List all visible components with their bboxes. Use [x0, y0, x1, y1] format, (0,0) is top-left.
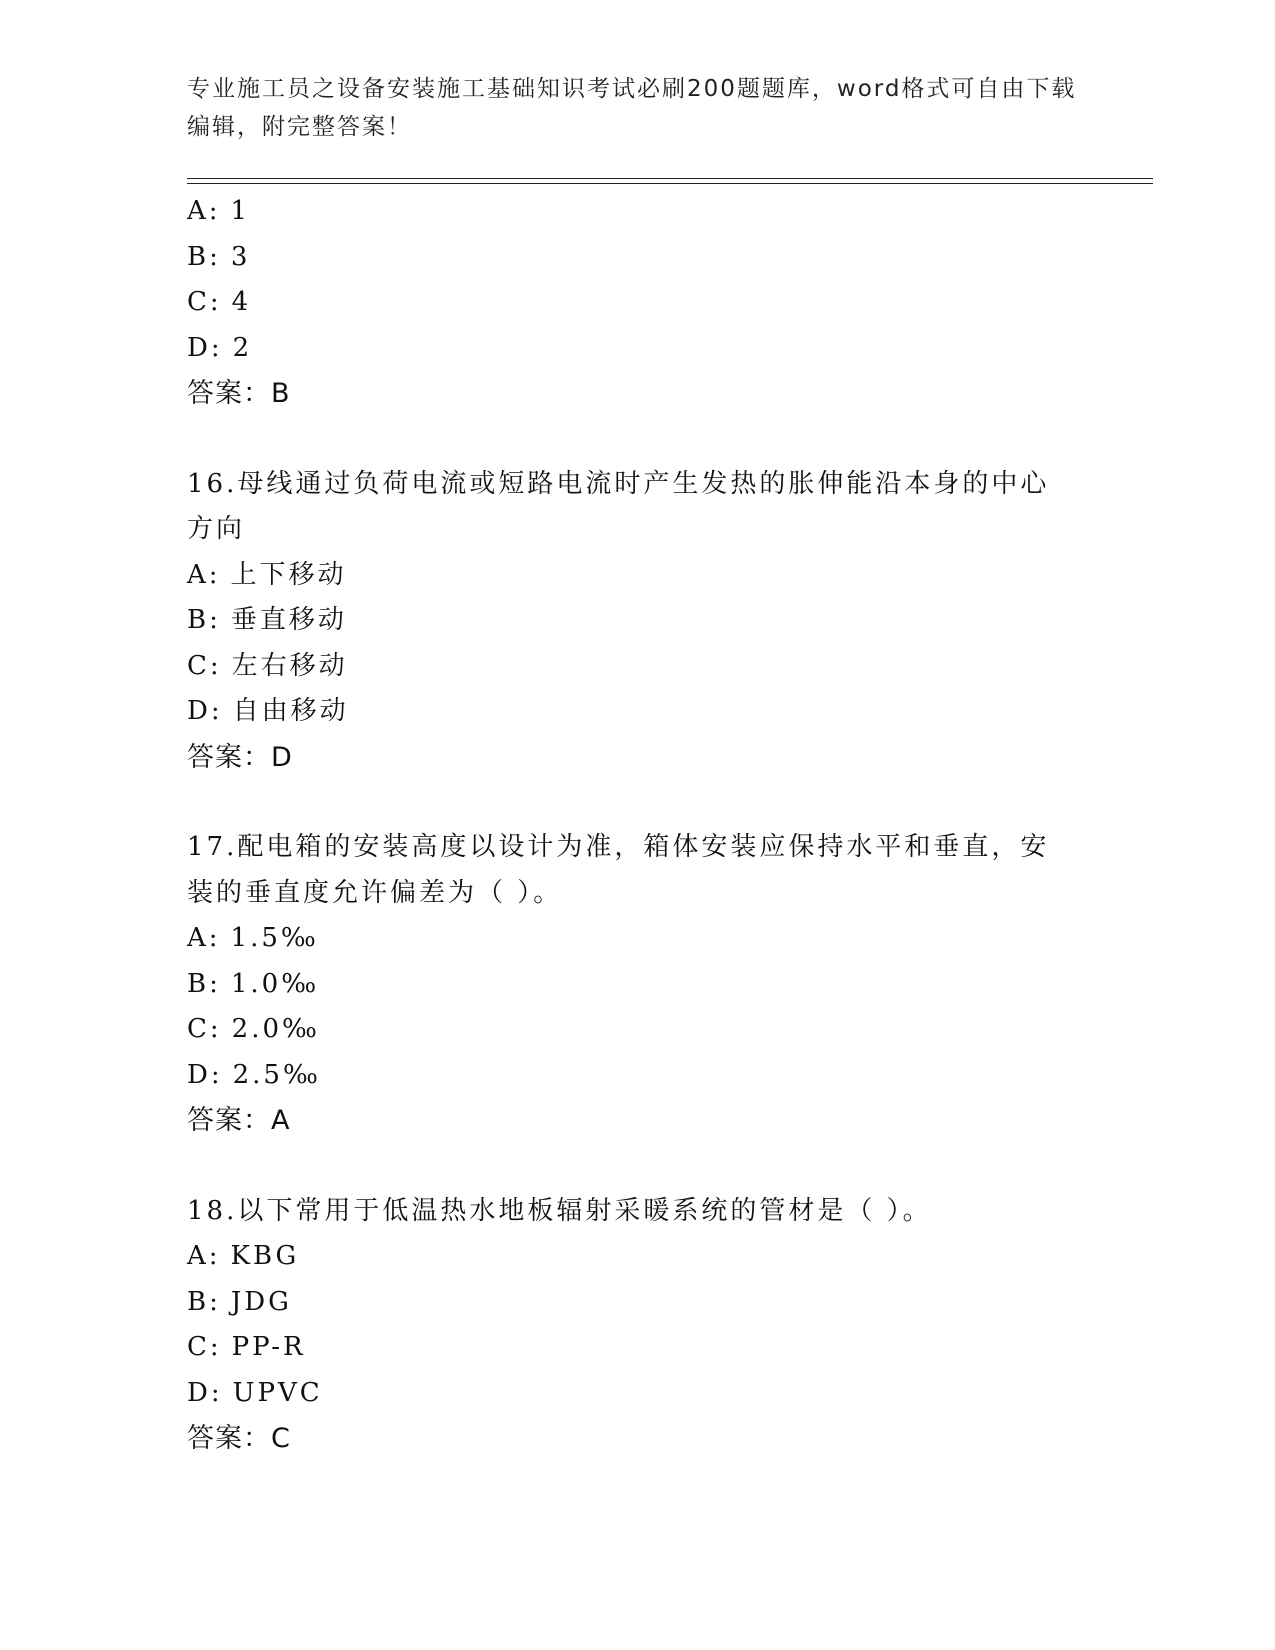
header-divider-top: [187, 178, 1153, 179]
option-c: [187, 1325, 1087, 1371]
option-letter: C: [187, 1332, 210, 1362]
option-letter: A: [187, 559, 209, 590]
question-stem: 17.配电箱的安装高度以设计为准，箱体安装应保持水平和垂直，安装的垂直度允许偏差为（ ）。: [187, 832, 1050, 908]
option-text: 上下移动: [230, 559, 347, 590]
option-separator: :: [209, 287, 222, 317]
option-text: 1.5‰: [230, 923, 319, 953]
option-separator: :: [210, 696, 223, 726]
option-b: [187, 235, 1087, 281]
header-line-2: 编辑，附完整答案！: [187, 114, 412, 140]
option-separator: :: [209, 1286, 221, 1317]
option-b: [187, 1280, 1087, 1326]
option-letter: B: [187, 968, 210, 999]
option-separator: :: [210, 1377, 223, 1408]
option-separator: :: [208, 923, 221, 953]
option-separator: :: [208, 1241, 221, 1271]
option-letter: B: [187, 241, 210, 272]
option-separator: :: [209, 605, 221, 635]
option-text: 2.0‰: [231, 1014, 320, 1044]
spacer: [187, 1144, 1087, 1189]
option-letter: C: [187, 287, 210, 317]
option-separator: :: [209, 241, 221, 272]
question-stem: 18.以下常用于低温热水地板辐射采暖系统的管材是（ ）。: [187, 1195, 932, 1226]
option-letter: A: [187, 1241, 209, 1271]
option-a: [187, 916, 1087, 962]
option-separator: :: [209, 1332, 222, 1362]
answer-value: C: [271, 1423, 291, 1454]
option-separator: :: [210, 332, 223, 363]
option-a: [187, 553, 1087, 599]
option-separator: :: [208, 196, 221, 226]
option-c: [187, 280, 1087, 326]
answer-line: [187, 371, 1087, 417]
answer-line: [187, 1098, 1087, 1144]
option-letter: B: [187, 605, 210, 635]
answer-label: 答案：: [187, 741, 271, 773]
header-divider-bottom: [187, 183, 1153, 184]
spacer: [187, 780, 1087, 825]
answer-value: B: [271, 378, 291, 409]
option-d: [187, 326, 1087, 372]
question-stem: 16.母线通过负荷电流或短路电流时产生发热的胀伸能沿本身的中心方向: [187, 468, 1050, 544]
option-separator: :: [210, 1059, 223, 1090]
question-block-15: [187, 189, 1087, 417]
option-separator: :: [209, 1014, 222, 1044]
answer-label: 答案：: [187, 1105, 271, 1136]
option-letter: D: [187, 332, 211, 363]
answer-value: D: [271, 741, 293, 773]
question-block-18: [187, 1189, 1087, 1462]
question-block-16: [187, 462, 1087, 781]
option-letter: D: [187, 1377, 211, 1408]
option-text: 左右移动: [231, 650, 348, 681]
option-text: 2.5‰: [232, 1059, 321, 1090]
option-c: [187, 644, 1087, 690]
option-text: 自由移动: [232, 696, 349, 726]
option-letter: C: [187, 1014, 210, 1044]
option-c: [187, 1007, 1087, 1053]
option-text: 3: [230, 241, 251, 272]
answer-label: 答案：: [187, 378, 271, 409]
option-a: [187, 1234, 1087, 1280]
option-a: [187, 189, 1087, 235]
option-b: [187, 962, 1087, 1008]
option-separator: :: [209, 650, 222, 681]
option-letter: C: [187, 650, 210, 681]
option-text: 4: [231, 287, 252, 317]
option-d: [187, 1053, 1087, 1099]
option-text: 垂直移动: [230, 605, 347, 635]
option-letter: A: [187, 196, 209, 226]
question-block-17: [187, 825, 1087, 1144]
answer-line: [187, 1416, 1087, 1462]
option-text: KBG: [230, 1241, 300, 1271]
option-text: 1: [230, 196, 251, 226]
option-letter: D: [187, 696, 211, 726]
answer-value: A: [271, 1105, 291, 1136]
option-text: JDG: [230, 1286, 292, 1317]
option-d: [187, 1371, 1087, 1417]
option-letter: B: [187, 1286, 210, 1317]
option-d: [187, 689, 1087, 735]
question-list: [187, 189, 1087, 1462]
header-line-1: 专业施工员之设备安装施工基础知识考试必刷200题题库，word格式可自由下载: [187, 76, 1077, 102]
document-header: [187, 70, 1087, 146]
option-text: 1.0‰: [230, 968, 320, 999]
option-letter: A: [187, 923, 209, 953]
option-text: 2: [232, 332, 253, 363]
option-letter: D: [187, 1059, 211, 1090]
option-separator: :: [208, 559, 221, 590]
spacer: [187, 417, 1087, 462]
option-text: PP-R: [231, 1332, 306, 1362]
option-b: [187, 598, 1087, 644]
answer-line: [187, 735, 1087, 781]
option-separator: :: [209, 968, 221, 999]
option-text: UPVC: [232, 1377, 323, 1408]
answer-label: 答案：: [187, 1423, 271, 1454]
